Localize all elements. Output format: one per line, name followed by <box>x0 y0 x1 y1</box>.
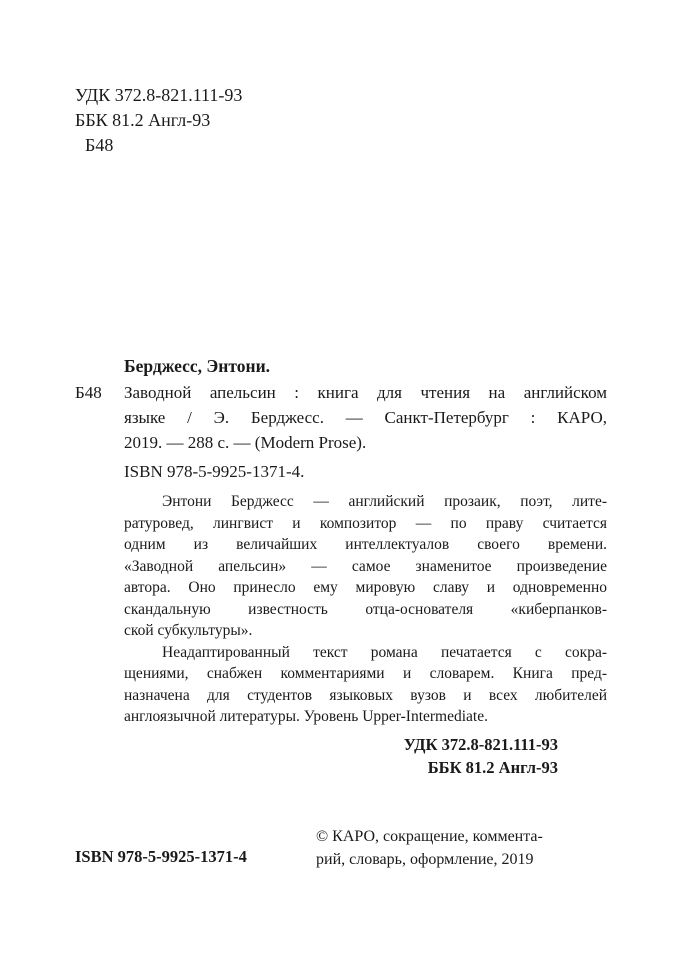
catalog-line: 2019. — 288 с. — (Modern Prose). <box>124 433 367 452</box>
isbn-catalog: ISBN 978-5-9925-1371-4. <box>124 462 305 481</box>
bbk-code-bottom: ББК 81.2 Англ-93 <box>427 758 558 777</box>
copyright-line-2: рий, словарь, оформление, 2019 <box>316 851 534 868</box>
author-mark-top: Б48 <box>85 135 114 155</box>
isbn-footer: ISBN 978-5-9925-1371-4 <box>75 847 247 866</box>
annotation-line: ратуровед, лингвист и композитор — по праву считается <box>124 514 607 532</box>
annotation-line: Энтони Берджесс — английский прозаик, поэт, лите- <box>162 493 607 510</box>
annotation-line: англоязычной литературы. Уровень Upper-Intermediate. <box>124 708 488 725</box>
annotation-line: Неадаптированный текст романа печатается с сокра- <box>162 643 607 661</box>
annotation-line: одним из величайших интеллектуалов своего времени. <box>124 536 607 553</box>
annotation <box>124 491 607 728</box>
udk-code-bottom: УДК 372.8-821.111-93 <box>403 735 558 754</box>
annotation-line: ской субкультуры». <box>124 622 253 639</box>
annotation-line: «Заводной апельсин» — самое знаменитое произведение <box>124 557 607 575</box>
author-mark-catalog: Б48 <box>75 383 102 402</box>
author-heading: Берджесс, Энтони. <box>124 356 271 376</box>
bbk-code-top: ББК 81.2 Англ-93 <box>75 110 211 130</box>
udk-code-top: УДК 372.8-821.111-93 <box>75 85 243 105</box>
catalog-line: Заводной апельсин : книга для чтения на английском <box>124 383 607 402</box>
catalog-description <box>124 380 607 455</box>
copyright-line-1: © КАРО, сокращение, коммента- <box>316 828 543 845</box>
catalog-line: языке / Э. Берджесс. — Санкт-Петербург : КАРО, <box>124 408 607 427</box>
annotation-line: автора. Оно принесло ему мировую славу и одновременно <box>124 579 607 596</box>
annotation-line: щениями, снабжен комментариями и словарем. Книга пред- <box>124 665 607 682</box>
annotation-line: скандальную известность отца-основателя «киберпанков- <box>124 600 607 618</box>
annotation-line: назначена для студентов языковых вузов и всех любителей <box>124 686 607 704</box>
